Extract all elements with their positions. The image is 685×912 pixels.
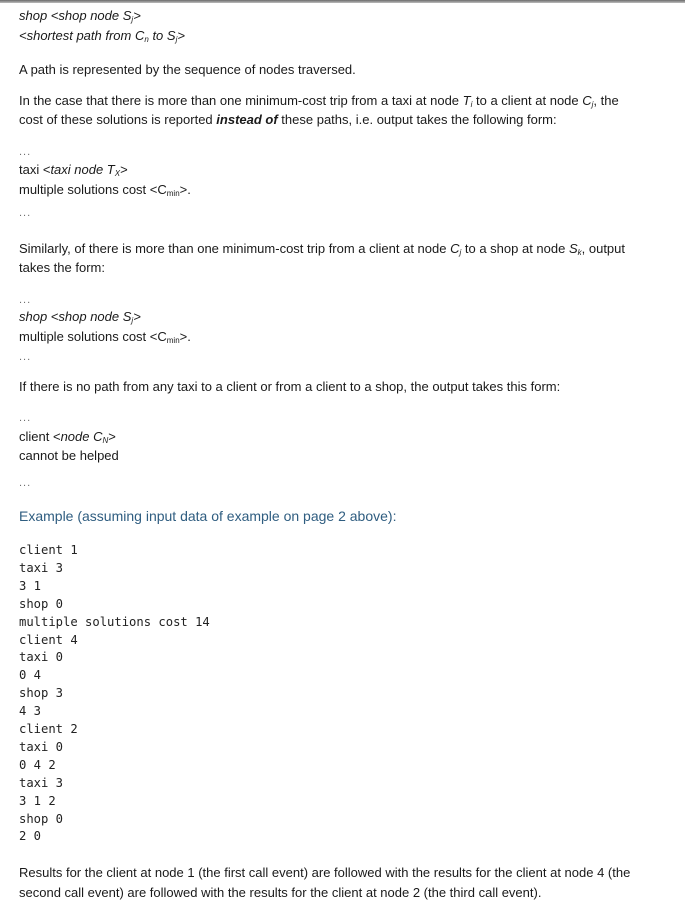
client-form-line1: client <node $C_N>$ — [19, 429, 116, 445]
paragraph-no-path: If there is no path from any taxi to a client or from a client to a shop, the output takes this form: — [19, 379, 561, 394]
paragraph-taxi-multiple-line2: cost of these solutions is reported instead of these paths, i.e. output takes the following form: — [19, 112, 557, 127]
ellipsis-4: ... — [19, 351, 32, 363]
paragraph-similarly-line2: takes the form: — [19, 260, 105, 275]
example-output-line: 4 3 — [19, 704, 42, 719]
example-output-line: client 1 — [19, 543, 78, 557]
example-output-line: shop 3 — [19, 686, 64, 701]
example-output-line: 0 4 2 — [19, 757, 56, 772]
shop-header-line: shop <shop node $S_j>$ — [19, 8, 141, 24]
example-output-line: taxi 3 — [19, 560, 64, 575]
paragraph-path-representation: A path is represented by the sequence of nodes traversed. — [19, 62, 356, 77]
example-output-line: taxi 0 — [19, 650, 64, 665]
example-output-line: 3 1 2 — [19, 793, 56, 808]
example-output-line: multiple solutions cost 14 — [19, 614, 210, 629]
client-form-line2: cannot be helped — [19, 448, 119, 463]
example-output-line: 0 4 — [19, 668, 42, 683]
ellipsis-2: ... — [19, 207, 32, 219]
paragraph-results-line2: second call event) are followed with the results for the client at node 2 (the third call event). — [19, 885, 542, 900]
ellipsis-6: ... — [19, 477, 32, 489]
paragraph-similarly-line1: Similarly, of there is more than one minimum-cost trip from a client at node $C_j$ to a shop at node $S_k$, output — [19, 241, 626, 257]
example-output-line: 3 1 — [19, 578, 42, 593]
example-output-line: shop 0 — [19, 596, 64, 611]
shop-form-line2: multiple solutions $\cos t <C_{min}>$. — [19, 329, 191, 345]
ellipsis-5: ... — [19, 412, 32, 424]
example-output-line: client 4 — [19, 632, 78, 647]
example-output-line: client 2 — [19, 722, 78, 736]
shop-form-line1: shop <shop node $S_j>$ — [19, 309, 141, 325]
ellipsis-3: ... — [19, 294, 32, 306]
example-output-line: shop 0 — [19, 811, 64, 826]
ellipsis-1: ... — [19, 146, 32, 158]
paragraph-results-line1: Results for the client at node 1 (the first call event) are followed with the results for the client at node 4 (the — [19, 865, 631, 880]
taxi-form-line2: multiple solutions $\cos t <C_{min}>$. — [19, 182, 191, 198]
example-output-line: 2 0 — [19, 829, 42, 844]
example-output-line: taxi 3 — [19, 775, 64, 790]
path-header-line: <shortest path from $C_n$ to $S_j>$ — [19, 28, 185, 44]
taxi-form-line1: taxi <taxi node $T_X>$ — [19, 162, 128, 178]
paragraph-taxi-multiple-line1: In the case that there is more than one minimum-cost trip from a taxi at node $T_i$ to a client at node $C_j$, the — [19, 93, 619, 109]
example-output-line: taxi 0 — [19, 739, 64, 754]
example-heading: Example (assuming input data of example on page 2 above): — [19, 508, 397, 524]
page-top-border — [0, 0, 685, 3]
